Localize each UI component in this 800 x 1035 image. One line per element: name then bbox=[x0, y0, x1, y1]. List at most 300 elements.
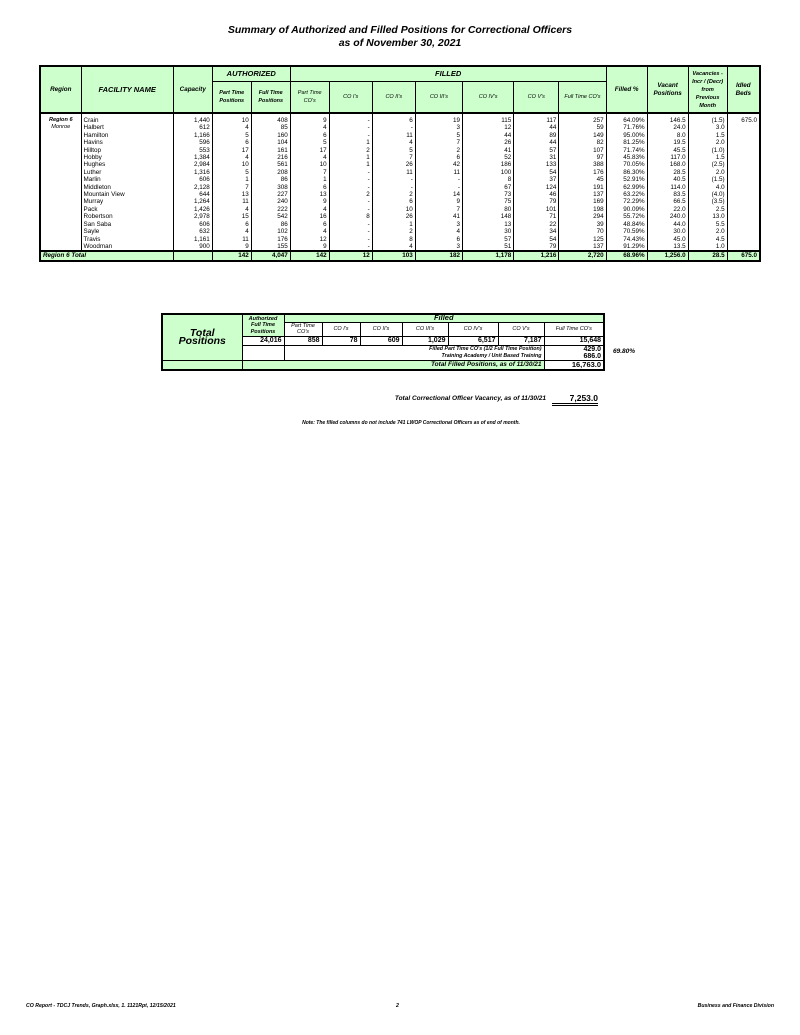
auth-pt-header: Part Time Positions bbox=[212, 82, 251, 114]
cell-vac: 22.0 bbox=[647, 206, 688, 213]
cell-c5: 54 bbox=[514, 236, 559, 243]
cell-vac: 8.0 bbox=[647, 132, 688, 139]
cell-chg: (2.5) bbox=[688, 161, 727, 168]
cell-cap: 1,440 bbox=[173, 113, 212, 124]
region-cell bbox=[40, 139, 81, 146]
cell-pct: 81.25% bbox=[606, 139, 647, 146]
cell-cap: 2,128 bbox=[173, 184, 212, 191]
cell-aft: 104 bbox=[251, 139, 290, 146]
cell-c4: 26 bbox=[462, 139, 513, 146]
cell-aft: 308 bbox=[251, 184, 290, 191]
cell-c2: 11 bbox=[372, 132, 415, 139]
cell-c4: 148 bbox=[462, 213, 513, 220]
table-row bbox=[40, 113, 760, 124]
facility-name: Halbert bbox=[81, 124, 173, 131]
cell-c5: 89 bbox=[514, 132, 559, 139]
tot-co4-header: CO IV's bbox=[448, 322, 498, 336]
cell-c3: 3 bbox=[415, 124, 462, 131]
total-pt: 142 bbox=[290, 251, 329, 261]
cell-idle bbox=[727, 243, 760, 251]
cell-ft: 82 bbox=[559, 139, 606, 146]
cell-idle bbox=[727, 213, 760, 220]
cell-chg: 3.0 bbox=[688, 124, 727, 131]
cell-c2: 10 bbox=[372, 206, 415, 213]
cell-c1: 2 bbox=[329, 147, 372, 154]
cell-apt: 5 bbox=[212, 132, 251, 139]
tot-co5-header: CO V's bbox=[498, 322, 544, 336]
cell-pt: 7 bbox=[290, 169, 329, 176]
tot-co3-header: CO III's bbox=[402, 322, 448, 336]
cell-c2: - bbox=[372, 176, 415, 183]
cell-c3: 9 bbox=[415, 198, 462, 205]
table-row bbox=[40, 161, 760, 168]
table-row bbox=[40, 154, 760, 161]
region-cell bbox=[40, 147, 81, 154]
cell-vac: 13.5 bbox=[647, 243, 688, 251]
table-row bbox=[40, 243, 760, 251]
cell-cap: 2,984 bbox=[173, 161, 212, 168]
cell-pct: 45.83% bbox=[606, 154, 647, 161]
tot-filled-header: Filled bbox=[284, 314, 604, 322]
cell-idle bbox=[727, 221, 760, 228]
table-row bbox=[40, 236, 760, 243]
cell-ft: 97 bbox=[559, 154, 606, 161]
cell-c4: 51 bbox=[462, 243, 513, 251]
cell-c1: - bbox=[329, 198, 372, 205]
cell-idle bbox=[727, 139, 760, 146]
cell-ft: 125 bbox=[559, 236, 606, 243]
tot-pt-header: Part Time CO's bbox=[284, 322, 322, 336]
cell-pt: 10 bbox=[290, 161, 329, 168]
cell-c5: 31 bbox=[514, 154, 559, 161]
total-co2: 103 bbox=[372, 251, 415, 261]
total-capacity bbox=[173, 251, 212, 261]
cell-ft: 257 bbox=[559, 113, 606, 124]
footer-division: Business and Finance Division bbox=[697, 1003, 774, 1009]
cell-c3: 6 bbox=[415, 236, 462, 243]
cell-chg: (4.0) bbox=[688, 191, 727, 198]
cell-c5: 44 bbox=[514, 139, 559, 146]
cell-c2: 4 bbox=[372, 139, 415, 146]
cell-c3: 42 bbox=[415, 161, 462, 168]
cell-c5: 124 bbox=[514, 184, 559, 191]
region-cell bbox=[40, 243, 81, 251]
cell-c4: 73 bbox=[462, 191, 513, 198]
cell-c5: 22 bbox=[514, 221, 559, 228]
cell-apt: 5 bbox=[212, 169, 251, 176]
facility-table bbox=[39, 65, 761, 262]
region-header: Region bbox=[40, 66, 81, 113]
table-row bbox=[40, 221, 760, 228]
cell-ft: 59 bbox=[559, 124, 606, 131]
cell-cap: 606 bbox=[173, 221, 212, 228]
region-total-row bbox=[40, 251, 760, 261]
cell-c5: 46 bbox=[514, 191, 559, 198]
facility-name: Hobby bbox=[81, 154, 173, 161]
cell-cap: 1,426 bbox=[173, 206, 212, 213]
vacancy-value: 7,253.0 bbox=[552, 393, 598, 404]
cell-cap: 2,978 bbox=[173, 213, 212, 220]
cell-c3: - bbox=[415, 184, 462, 191]
cell-c1: 1 bbox=[329, 139, 372, 146]
facility-name: Middleton bbox=[81, 184, 173, 191]
cell-chg: 4.5 bbox=[688, 236, 727, 243]
pt-cos-header: Part Time CO's bbox=[290, 82, 329, 114]
tot-auth-value: 24,016 bbox=[242, 336, 284, 345]
cell-pt: 1 bbox=[290, 176, 329, 183]
cell-c3: 7 bbox=[415, 139, 462, 146]
cell-cap: 596 bbox=[173, 139, 212, 146]
total-label: Region 6 Total bbox=[40, 251, 173, 261]
cell-apt: 11 bbox=[212, 198, 251, 205]
cell-pct: 90.09% bbox=[606, 206, 647, 213]
cell-ft: 294 bbox=[559, 213, 606, 220]
cell-pct: 91.29% bbox=[606, 243, 647, 251]
cell-cap: 1,264 bbox=[173, 198, 212, 205]
cell-c3: 2 bbox=[415, 147, 462, 154]
total-filled-value: 16,763.0 bbox=[544, 360, 604, 370]
total-pct: 68.96% bbox=[606, 251, 647, 261]
region-cell bbox=[40, 169, 81, 176]
filled-header: FILLED bbox=[290, 66, 606, 82]
cell-pct: 86.30% bbox=[606, 169, 647, 176]
cell-pt: 12 bbox=[290, 236, 329, 243]
cell-pct: 74.43% bbox=[606, 236, 647, 243]
cell-c1: - bbox=[329, 113, 372, 124]
cell-c3: 7 bbox=[415, 206, 462, 213]
cell-c3: 3 bbox=[415, 221, 462, 228]
cell-chg: (1.5) bbox=[688, 176, 727, 183]
cell-c5: 79 bbox=[514, 243, 559, 251]
cell-ft: 107 bbox=[559, 147, 606, 154]
cell-chg: 2.0 bbox=[688, 139, 727, 146]
cell-pt: 5 bbox=[290, 139, 329, 146]
facility-name: Marlin bbox=[81, 176, 173, 183]
total-change: 28.5 bbox=[688, 251, 727, 261]
cell-idle bbox=[727, 154, 760, 161]
cell-c2: 4 bbox=[372, 243, 415, 251]
cell-apt: 9 bbox=[212, 243, 251, 251]
table-row bbox=[40, 198, 760, 205]
cell-c4: 44 bbox=[462, 132, 513, 139]
cell-c4: 57 bbox=[462, 236, 513, 243]
region-cell bbox=[40, 191, 81, 198]
cell-idle bbox=[727, 184, 760, 191]
training-label: Training Academy / Unit Based Training bbox=[441, 352, 542, 359]
cell-ft: 176 bbox=[559, 169, 606, 176]
total-auth-ft: 4,047 bbox=[251, 251, 290, 261]
region-cell bbox=[40, 221, 81, 228]
cell-c4: 41 bbox=[462, 147, 513, 154]
cell-idle bbox=[727, 147, 760, 154]
table-row bbox=[40, 184, 760, 191]
co3-header: CO III's bbox=[415, 82, 462, 114]
cell-c1: - bbox=[329, 228, 372, 235]
cell-aft: 161 bbox=[251, 147, 290, 154]
cell-apt: 4 bbox=[212, 154, 251, 161]
cell-pct: 95.00% bbox=[606, 132, 647, 139]
cell-c5: 54 bbox=[514, 169, 559, 176]
cell-c2: 26 bbox=[372, 213, 415, 220]
cell-chg: 2.5 bbox=[688, 206, 727, 213]
region-cell bbox=[40, 154, 81, 161]
footnote: Note: The filled columns do not include 741 LWOP Correctional Officers as of end of month. bbox=[302, 420, 520, 426]
tot-ft-value: 15,648 bbox=[544, 336, 604, 345]
cell-apt: 11 bbox=[212, 236, 251, 243]
cell-aft: 561 bbox=[251, 161, 290, 168]
totals-table bbox=[161, 313, 605, 371]
cell-aft: 102 bbox=[251, 228, 290, 235]
cell-cap: 900 bbox=[173, 243, 212, 251]
region-cell bbox=[40, 236, 81, 243]
cell-pt: 9 bbox=[290, 113, 329, 124]
total-auth-pt: 142 bbox=[212, 251, 251, 261]
cell-c4: 186 bbox=[462, 161, 513, 168]
cell-vac: 146.5 bbox=[647, 113, 688, 124]
cell-c3: - bbox=[415, 176, 462, 183]
co5-header: CO V's bbox=[514, 82, 559, 114]
facility-header: FACILITY NAME bbox=[81, 66, 173, 113]
cell-ft: 137 bbox=[559, 191, 606, 198]
cell-chg: 1.0 bbox=[688, 243, 727, 251]
report-date: as of November 30, 2021 bbox=[338, 37, 462, 49]
region-cell bbox=[40, 206, 81, 213]
cell-c1: - bbox=[329, 184, 372, 191]
cell-cap: 612 bbox=[173, 124, 212, 131]
region-cell bbox=[40, 228, 81, 235]
cell-c1: 2 bbox=[329, 191, 372, 198]
cell-pct: 63.22% bbox=[606, 191, 647, 198]
cell-idle bbox=[727, 236, 760, 243]
cell-c2: 11 bbox=[372, 169, 415, 176]
total-co4: 1,178 bbox=[462, 251, 513, 261]
cell-chg: 1.5 bbox=[688, 154, 727, 161]
cell-ft: 198 bbox=[559, 206, 606, 213]
cell-c4: 67 bbox=[462, 184, 513, 191]
cell-c1: - bbox=[329, 243, 372, 251]
cell-c3: 14 bbox=[415, 191, 462, 198]
cell-c3: 41 bbox=[415, 213, 462, 220]
cell-cap: 1,384 bbox=[173, 154, 212, 161]
cell-pct: 70.05% bbox=[606, 161, 647, 168]
cell-vac: 114.0 bbox=[647, 184, 688, 191]
facility-name: Havins bbox=[81, 139, 173, 146]
cell-cap: 644 bbox=[173, 191, 212, 198]
ft-cos-header: Full Time CO's bbox=[559, 82, 606, 114]
total-filled-percent: 69.80% bbox=[613, 348, 636, 355]
cell-vac: 28.5 bbox=[647, 169, 688, 176]
cell-idle bbox=[727, 161, 760, 168]
total-filled-label: Total Filled Positions, as of 11/30/21 bbox=[242, 360, 544, 370]
cell-vac: 66.5 bbox=[647, 198, 688, 205]
facility-name: Pack bbox=[81, 206, 173, 213]
cell-idle: 675.0 bbox=[727, 113, 760, 124]
facility-name: Robertson bbox=[81, 213, 173, 220]
cell-vac: 40.5 bbox=[647, 176, 688, 183]
cell-apt: 6 bbox=[212, 221, 251, 228]
cell-vac: 45.5 bbox=[647, 147, 688, 154]
table-row bbox=[40, 169, 760, 176]
facility-name: Murray bbox=[81, 198, 173, 205]
cell-c5: 34 bbox=[514, 228, 559, 235]
cell-pt: 9 bbox=[290, 198, 329, 205]
cell-chg: 2.0 bbox=[688, 169, 727, 176]
total-positions-label: Total Positions bbox=[162, 314, 242, 360]
cell-c3: 5 bbox=[415, 132, 462, 139]
cell-c3: 19 bbox=[415, 113, 462, 124]
region-cell: Region 6 bbox=[40, 113, 81, 124]
cell-apt: 1 bbox=[212, 176, 251, 183]
cell-c4: 12 bbox=[462, 124, 513, 131]
cell-apt: 7 bbox=[212, 184, 251, 191]
cell-aft: 227 bbox=[251, 191, 290, 198]
cell-ft: 70 bbox=[559, 228, 606, 235]
cell-c2: 2 bbox=[372, 228, 415, 235]
cell-aft: 240 bbox=[251, 198, 290, 205]
cell-ft: 149 bbox=[559, 132, 606, 139]
cell-pct: 71.76% bbox=[606, 124, 647, 131]
filled-pct-header: Filled % bbox=[606, 66, 647, 113]
cell-aft: 155 bbox=[251, 243, 290, 251]
cell-pt: 4 bbox=[290, 124, 329, 131]
cell-c3: 4 bbox=[415, 228, 462, 235]
cell-c1: - bbox=[329, 221, 372, 228]
tot-co2-header: CO II's bbox=[360, 322, 402, 336]
cell-chg: (1.0) bbox=[688, 147, 727, 154]
cell-apt: 6 bbox=[212, 139, 251, 146]
cell-cap: 1,316 bbox=[173, 169, 212, 176]
cell-aft: 408 bbox=[251, 113, 290, 124]
facility-name: Hughes bbox=[81, 161, 173, 168]
idled-beds-header: Idled Beds bbox=[727, 66, 760, 113]
cell-c1: 1 bbox=[329, 154, 372, 161]
table-row bbox=[40, 139, 760, 146]
cell-pt: 4 bbox=[290, 228, 329, 235]
region-cell bbox=[40, 176, 81, 183]
cell-c1: 1 bbox=[329, 161, 372, 168]
cell-c2: 5 bbox=[372, 147, 415, 154]
cell-aft: 160 bbox=[251, 132, 290, 139]
cell-chg: (3.5) bbox=[688, 198, 727, 205]
capacity-header: Capacity bbox=[173, 66, 212, 113]
cell-apt: 10 bbox=[212, 113, 251, 124]
table-row bbox=[40, 206, 760, 213]
total-idled: 675.0 bbox=[727, 251, 760, 261]
report-title: Summary of Authorized and Filled Positions for Correctional Officers bbox=[227, 24, 573, 36]
cell-c2: 1 bbox=[372, 221, 415, 228]
co1-header: CO I's bbox=[329, 82, 372, 114]
cell-idle bbox=[727, 228, 760, 235]
cell-vac: 45.0 bbox=[647, 236, 688, 243]
cell-cap: 632 bbox=[173, 228, 212, 235]
facility-name: Mountain View bbox=[81, 191, 173, 198]
tot-pt-value: 858 bbox=[284, 336, 322, 345]
cell-vac: 24.0 bbox=[647, 124, 688, 131]
footer-source: CO Report - TDCJ Trends, Graph.xlsx, 1. 1121Rpt, 12/15/2021 bbox=[26, 1003, 176, 1009]
cell-pct: 55.72% bbox=[606, 213, 647, 220]
cell-c3: 3 bbox=[415, 243, 462, 251]
cell-pt: 4 bbox=[290, 206, 329, 213]
cell-chg: 13.0 bbox=[688, 213, 727, 220]
cell-idle bbox=[727, 191, 760, 198]
facility-name: Crain bbox=[81, 113, 173, 124]
cell-vac: 168.0 bbox=[647, 161, 688, 168]
cell-idle bbox=[727, 132, 760, 139]
cell-c1: - bbox=[329, 176, 372, 183]
cell-c5: 117 bbox=[514, 113, 559, 124]
tot-auth-header: Authorized Full Time Positions bbox=[242, 314, 284, 336]
cell-vac: 83.5 bbox=[647, 191, 688, 198]
cell-apt: 4 bbox=[212, 206, 251, 213]
cell-c1: - bbox=[329, 124, 372, 131]
cell-pt: 13 bbox=[290, 191, 329, 198]
cell-c4: 13 bbox=[462, 221, 513, 228]
cell-chg: 5.5 bbox=[688, 221, 727, 228]
cell-c4: 8 bbox=[462, 176, 513, 183]
pt-half-label: Filled Part Time CO's (1/2 Full Time Position) bbox=[429, 345, 542, 352]
cell-vac: 117.0 bbox=[647, 154, 688, 161]
table-row bbox=[40, 124, 760, 131]
cell-c4: 75 bbox=[462, 198, 513, 205]
cell-ft: 388 bbox=[559, 161, 606, 168]
cell-chg: 1.5 bbox=[688, 132, 727, 139]
table-row bbox=[40, 147, 760, 154]
cell-apt: 13 bbox=[212, 191, 251, 198]
cell-c3: 6 bbox=[415, 154, 462, 161]
cell-pct: 71.74% bbox=[606, 147, 647, 154]
cell-vac: 30.0 bbox=[647, 228, 688, 235]
cell-ft: 137 bbox=[559, 243, 606, 251]
vacancy-label: Total Correctional Officer Vacancy, as of 11/30/21 bbox=[394, 395, 546, 402]
cell-ft: 45 bbox=[559, 176, 606, 183]
cell-c4: 30 bbox=[462, 228, 513, 235]
cell-idle bbox=[727, 124, 760, 131]
cell-c1: - bbox=[329, 206, 372, 213]
table-row bbox=[40, 228, 760, 235]
cell-c5: 101 bbox=[514, 206, 559, 213]
cell-c2: 2 bbox=[372, 191, 415, 198]
co2-header: CO II's bbox=[372, 82, 415, 114]
total-co1: 12 bbox=[329, 251, 372, 261]
cell-idle bbox=[727, 198, 760, 205]
cell-pt: 16 bbox=[290, 213, 329, 220]
cell-c1: - bbox=[329, 132, 372, 139]
cell-aft: 86 bbox=[251, 221, 290, 228]
facility-name: Sayle bbox=[81, 228, 173, 235]
cell-c1: - bbox=[329, 236, 372, 243]
page-number: 2 bbox=[396, 1003, 399, 1009]
table-row bbox=[40, 132, 760, 139]
cell-c2: 7 bbox=[372, 154, 415, 161]
cell-c5: 71 bbox=[514, 213, 559, 220]
cell-pct: 52.91% bbox=[606, 176, 647, 183]
cell-ft: 169 bbox=[559, 198, 606, 205]
cell-cap: 1,166 bbox=[173, 132, 212, 139]
tot-ft-header: Full Time CO's bbox=[544, 322, 604, 336]
tot-co3-value: 1,029 bbox=[402, 336, 448, 345]
cell-ft: 39 bbox=[559, 221, 606, 228]
vacancy-change-header: Vacancies - Incr / (Decr) from Previous Month bbox=[688, 66, 727, 113]
vacancy-double-underline bbox=[552, 405, 598, 406]
cell-c5: 37 bbox=[514, 176, 559, 183]
total-co3: 182 bbox=[415, 251, 462, 261]
cell-pt: 4 bbox=[290, 154, 329, 161]
region-cell bbox=[40, 198, 81, 205]
pt-half-value: 429.0 bbox=[583, 345, 602, 353]
training-value: 686.0 bbox=[583, 352, 602, 360]
cell-c3: 11 bbox=[415, 169, 462, 176]
cell-idle bbox=[727, 169, 760, 176]
